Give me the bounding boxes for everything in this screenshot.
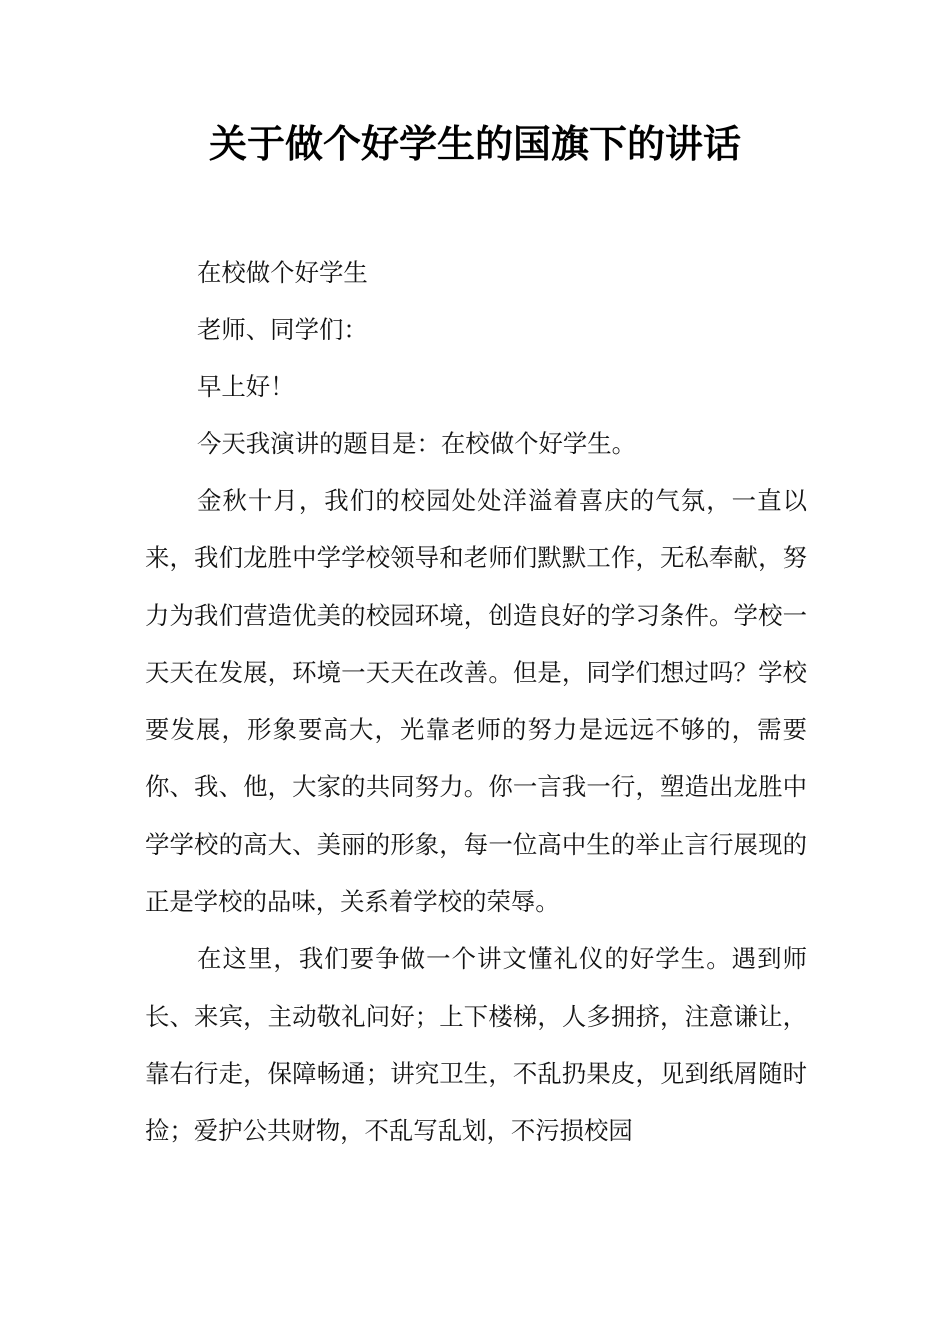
body-paragraph: 在这里，我们要争做一个讲文懂礼仪的好学生。遇到师长、来宾，主动敬礼问好；上下楼梯，人多拥挤，注意谦让，靠右行走，保障畅通；讲究卫生，不乱扔果皮，见到纸屑随时捡；爱护公共财物，不乱写乱划，不污损校园 — [145, 944, 807, 1146]
document-title: 关于做个好学生的国旗下的讲话 — [208, 121, 741, 166]
speech-topic: 今天我演讲的题目是：在校做个好学生。 — [197, 429, 637, 458]
speech-greeting: 早上好！ — [197, 372, 295, 401]
body-paragraph: 金秋十月，我们的校园处处洋溢着喜庆的气氛，一直以来，我们龙胜中学学校领导和老师们默默工作，无私奉献，努力为我们营造优美的校园环境，创造良好的学习条件。学校一天天在发展，环境一天天在改善。但是，同学们想过吗？学校要发展，形象要高大，光靠老师的努力是远远不够的，需要你、我、他，大家的共同努力。你一言我一行，塑造出龙胜中学学校的高大、美丽的形象，每一位高中生的举止言行展现的正是学校的品味，关系着学校的荣辱。 — [145, 486, 807, 917]
speech-salutation: 老师、同学们： — [197, 315, 368, 344]
speech-subtitle: 在校做个好学生 — [197, 258, 368, 287]
document-body — [145, 244, 807, 1160]
